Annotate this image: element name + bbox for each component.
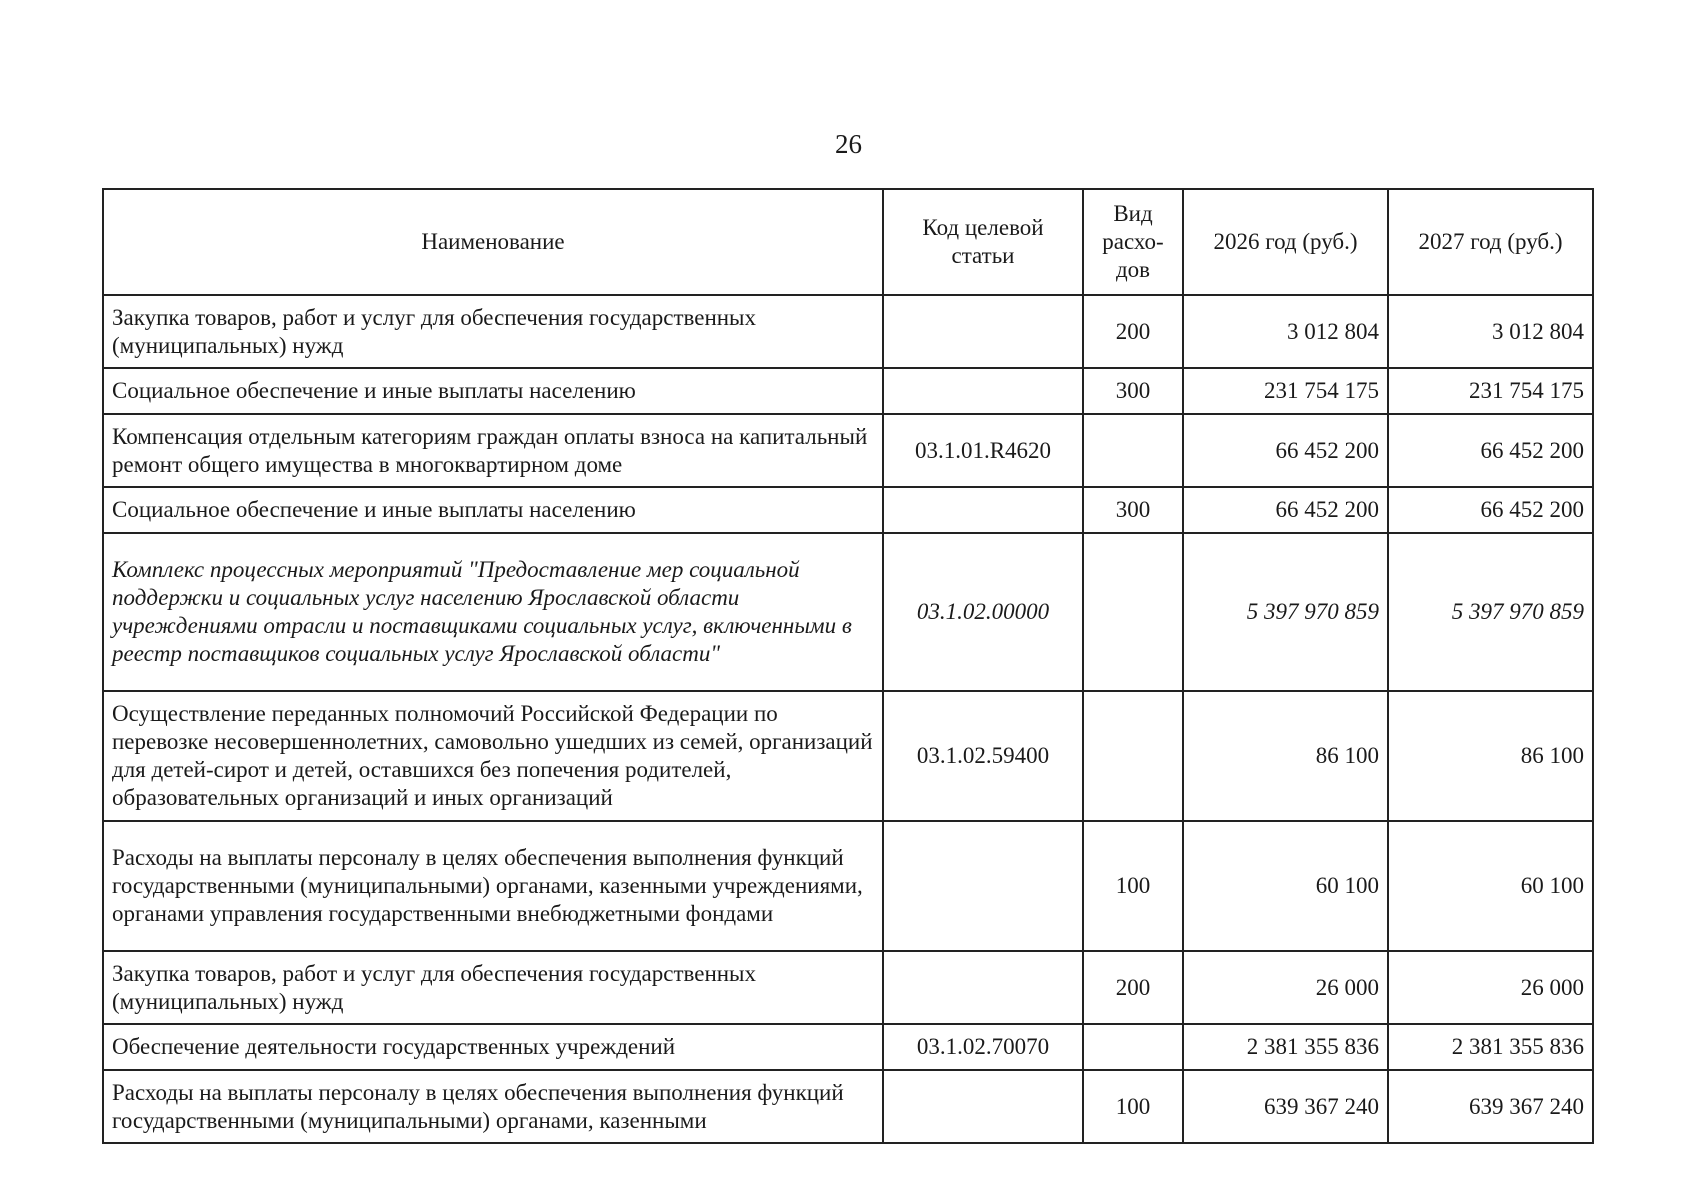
row-code — [883, 951, 1083, 1024]
table-row — [103, 487, 1593, 533]
page-number: 26 — [835, 129, 862, 159]
row-2026: 66 452 200 — [1183, 414, 1388, 487]
table-row — [103, 414, 1593, 487]
row-expense-type: 200 — [1083, 295, 1183, 368]
row-code — [883, 1070, 1083, 1143]
row-code — [883, 368, 1083, 414]
table-row — [103, 295, 1593, 368]
row-2027: 86 100 — [1388, 691, 1593, 821]
row-2026: 639 367 240 — [1183, 1070, 1388, 1143]
row-2026: 26 000 — [1183, 951, 1388, 1024]
row-2026: 2 381 355 836 — [1183, 1024, 1388, 1070]
row-2027: 2 381 355 836 — [1388, 1024, 1593, 1070]
row-2026: 5 397 970 859 — [1183, 533, 1388, 691]
row-code: 03.1.02.70070 — [883, 1024, 1083, 1070]
row-name: Компенсация отдельным категориям граждан оплаты взноса на капитальный ремонт общего имущества в многоквартирном доме — [103, 414, 883, 487]
row-name: Комплекс процессных мероприятий "Предоставление мер социальной поддержки и социальных услуг населению Ярославской области учреждениями отрасли и поставщиками социальных услуг, включенными в реестр поставщиков социальных услуг Ярославской области" — [103, 533, 883, 691]
table-row — [103, 691, 1593, 821]
row-name: Закупка товаров, работ и услуг для обеспечения государственных (муниципальных) нужд — [103, 951, 883, 1024]
header-expense-type: Вид расхо-дов — [1083, 189, 1183, 295]
table-row — [103, 368, 1593, 414]
row-expense-type: 100 — [1083, 821, 1183, 951]
row-2026: 66 452 200 — [1183, 487, 1388, 533]
row-code — [883, 295, 1083, 368]
row-name: Расходы на выплаты персоналу в целях обеспечения выполнения функций государственными (муниципальными) органами, казенными — [103, 1070, 883, 1143]
row-name: Обеспечение деятельности государственных учреждений — [103, 1024, 883, 1070]
row-expense-type: 300 — [1083, 368, 1183, 414]
row-expense-type: 200 — [1083, 951, 1183, 1024]
row-name: Социальное обеспечение и иные выплаты населению — [103, 368, 883, 414]
row-code: 03.1.01.R4620 — [883, 414, 1083, 487]
row-code — [883, 821, 1083, 951]
table-row — [103, 1070, 1593, 1143]
row-2027: 66 452 200 — [1388, 487, 1593, 533]
row-2026: 231 754 175 — [1183, 368, 1388, 414]
row-code: 03.1.02.59400 — [883, 691, 1083, 821]
row-code: 03.1.02.00000 — [883, 533, 1083, 691]
row-2027: 26 000 — [1388, 951, 1593, 1024]
row-2027: 60 100 — [1388, 821, 1593, 951]
row-2026: 3 012 804 — [1183, 295, 1388, 368]
row-expense-type — [1083, 533, 1183, 691]
budget-table — [102, 188, 1594, 1144]
table-row — [103, 1024, 1593, 1070]
row-2027: 3 012 804 — [1388, 295, 1593, 368]
row-expense-type — [1083, 1024, 1183, 1070]
row-expense-type — [1083, 691, 1183, 821]
header-code: Код целевой статьи — [883, 189, 1083, 295]
row-name: Социальное обеспечение и иные выплаты населению — [103, 487, 883, 533]
header-2027: 2027 год (руб.) — [1388, 189, 1593, 295]
row-2026: 86 100 — [1183, 691, 1388, 821]
row-2027: 5 397 970 859 — [1388, 533, 1593, 691]
row-name: Осуществление переданных полномочий Российской Федерации по перевозке несовершеннолетних, самовольно ушедших из семей, организаций для детей-сирот и детей, оставшихся без попечения родителей, образовательных организаций и иных организаций — [103, 691, 883, 821]
row-2027: 231 754 175 — [1388, 368, 1593, 414]
row-2027: 66 452 200 — [1388, 414, 1593, 487]
row-expense-type — [1083, 414, 1183, 487]
row-2026: 60 100 — [1183, 821, 1388, 951]
row-expense-type: 100 — [1083, 1070, 1183, 1143]
header-2026: 2026 год (руб.) — [1183, 189, 1388, 295]
row-name: Закупка товаров, работ и услуг для обеспечения государственных (муниципальных) нужд — [103, 295, 883, 368]
row-2027: 639 367 240 — [1388, 1070, 1593, 1143]
table-row — [103, 951, 1593, 1024]
row-expense-type: 300 — [1083, 487, 1183, 533]
table-header-row — [103, 189, 1593, 295]
row-code — [883, 487, 1083, 533]
table-row — [103, 821, 1593, 951]
row-name: Расходы на выплаты персоналу в целях обеспечения выполнения функций государственными (муниципальными) органами, казенными учреждениями, органами управления государственными внебюджетными фондами — [103, 821, 883, 951]
table-row — [103, 533, 1593, 691]
header-name: Наименование — [103, 189, 883, 295]
